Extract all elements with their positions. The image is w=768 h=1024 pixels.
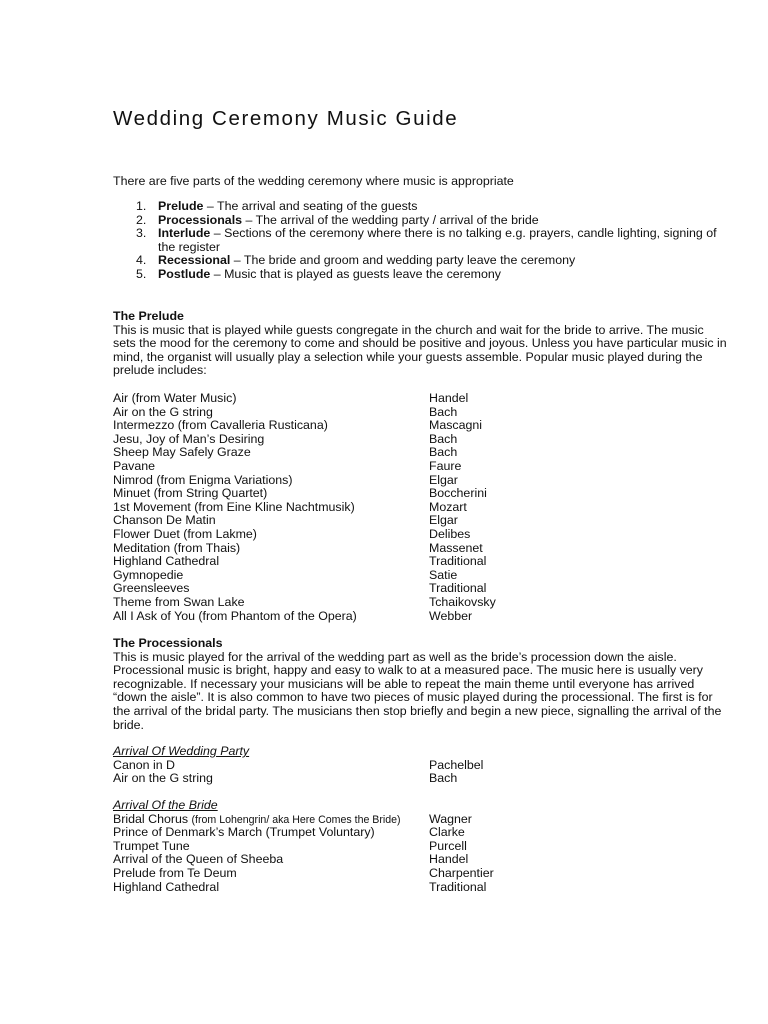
piece-composer: Handel: [429, 391, 469, 405]
piece-title: 1st Movement (from Eine Kline Nachtmusik): [113, 499, 355, 514]
prelude-heading: The Prelude: [113, 309, 184, 323]
table-row: [113, 772, 728, 786]
table-row: [113, 474, 728, 488]
table-row: [113, 555, 728, 569]
piece-composer: Traditional: [429, 554, 487, 569]
piece-composer: Webber: [429, 608, 473, 623]
piece-title: Bridal Chorus: [113, 811, 189, 826]
table-row: [113, 881, 728, 895]
piece-composer: Satie: [429, 567, 458, 582]
piece-title: Greensleeves: [113, 581, 190, 596]
table-row: [113, 446, 728, 460]
table-row: [113, 867, 728, 881]
piece-composer: Bach: [429, 431, 458, 446]
piece-title: All I Ask of You (from Phantom of the Opera): [113, 608, 357, 623]
prelude-body: This is music that is played while guests congregate in the church and wait for the bride to arrive. The music sets the mood for the ceremony to come and should be positive and joyous. Unless you have particular music in mind, the organist will usually play a selection while your guests assemble. Popular music played during the prelude includes:: [113, 322, 727, 378]
table-row: [113, 826, 728, 840]
piece-note: (from Lohengrin/ aka Here Comes the Bride): [191, 813, 401, 826]
piece-title: Minuet (from String Quartet): [113, 486, 268, 501]
prelude-section: [113, 310, 728, 378]
list-term: Postlude: [158, 266, 211, 281]
list-number: 1.: [136, 199, 147, 213]
piece-title: Air on the G string: [113, 771, 213, 786]
piece-composer: Delibes: [429, 526, 471, 541]
processionals-heading: The Processionals: [113, 636, 223, 650]
piece-title: Sheep May Safely Graze: [113, 445, 251, 460]
table-row: [113, 392, 728, 406]
bride-arrival-table: [113, 799, 728, 894]
list-desc: – Sections of the ceremony where there is no talking e.g. prayers, candle lighting, signing of the register: [158, 226, 717, 254]
list-number: 3.: [136, 226, 147, 241]
piece-composer: Mozart: [429, 499, 467, 514]
table-row: [113, 501, 728, 515]
piece-composer: Wagner: [429, 811, 472, 826]
list-item: [113, 214, 723, 228]
processionals-body: This is music played for the arrival of the wedding part as well as the bride’s procession down the aisle. Processional music is bright, happy and easy to walk to at a measured pace. The music here is usually very recognizable. If necessary your musicians will be able to repeat the main theme until everyone has arrived “down the aisle”. It is also common to have two pieces of music played during the processional. The first is for the arrival of the bridal party. The musicians then stop briefly and begin a new piece, signalling the arrival of the bride.: [113, 649, 722, 732]
wedding-party-subheading: Arrival Of Wedding Party: [113, 744, 250, 758]
list-desc: – The arrival and seating of the guests: [203, 199, 418, 213]
piece-composer: Mascagni: [429, 418, 483, 433]
piece-composer: Boccherini: [429, 486, 487, 501]
piece-title: Chanson De Matin: [113, 513, 216, 528]
piece-composer: Clarke: [429, 825, 465, 840]
table-row: [113, 433, 728, 447]
piece-composer: Handel: [429, 852, 469, 867]
processionals-section: [113, 637, 728, 732]
list-number: 4.: [136, 253, 147, 268]
piece-composer: Elgar: [429, 472, 458, 487]
table-row: [113, 514, 728, 528]
piece-title: Highland Cathedral: [113, 554, 220, 569]
piece-title: Air (from Water Music): [113, 391, 237, 405]
table-row: [113, 610, 728, 624]
piece-composer: Traditional: [429, 581, 487, 596]
piece-title: Pavane: [113, 458, 156, 473]
table-row: [113, 582, 728, 596]
piece-composer: Massenet: [429, 540, 483, 555]
piece-title: Intermezzo (from Cavalleria Rusticana): [113, 418, 328, 433]
table-row: [113, 596, 728, 610]
list-item: [113, 200, 723, 214]
table-row: [113, 853, 728, 867]
table-row: [113, 840, 728, 854]
table-row: [113, 419, 728, 433]
table-row: [113, 542, 728, 556]
piece-composer: Faure: [429, 458, 462, 473]
piece-title: Flower Duet (from Lakme): [113, 526, 257, 541]
piece-title: Highland Cathedral: [113, 879, 220, 894]
table-row: [113, 528, 728, 542]
piece-composer: Charpentier: [429, 865, 494, 880]
piece-composer: Bach: [429, 771, 458, 786]
list-desc: – The arrival of the wedding party / arrival of the bride: [242, 212, 539, 227]
piece-composer: Elgar: [429, 513, 458, 528]
piece-title: Gymnopedie: [113, 567, 184, 582]
list-number: 5.: [136, 266, 147, 281]
piece-title: Arrival of the Queen of Sheeba: [113, 852, 284, 867]
piece-title: Nimrod (from Enigma Variations): [113, 472, 293, 487]
list-item: [113, 254, 723, 268]
piece-title: Theme from Swan Lake: [113, 594, 245, 609]
piece-composer: Pachelbel: [429, 757, 484, 772]
list-term: Recessional: [158, 253, 231, 268]
piece-title: Prince of Denmark’s March (Trumpet Voluntary): [113, 825, 375, 840]
table-row: [113, 813, 728, 827]
piece-title-cell: [113, 813, 429, 827]
bride-arrival-subheading: Arrival Of the Bride: [113, 798, 218, 812]
piece-composer: Traditional: [429, 879, 487, 894]
ceremony-parts-list: [113, 200, 723, 282]
piece-title: Meditation (from Thais): [113, 540, 241, 555]
list-number: 2.: [136, 212, 147, 227]
table-row: [113, 759, 728, 773]
table-row: [113, 487, 728, 501]
table-row: [113, 406, 728, 420]
list-item: [113, 227, 723, 254]
wedding-party-table: [113, 745, 728, 786]
list-term: Prelude: [158, 199, 204, 213]
piece-composer: Bach: [429, 445, 458, 460]
piece-composer: Bach: [429, 404, 458, 419]
piece-title: Jesu, Joy of Man’s Desiring: [113, 431, 265, 446]
piece-title: Canon in D: [113, 757, 175, 772]
piece-composer: Purcell: [429, 838, 467, 853]
piece-title: Air on the G string: [113, 404, 213, 419]
list-desc: – Music that is played as guests leave the ceremony: [210, 266, 501, 281]
list-term: Processionals: [158, 212, 243, 227]
prelude-music-table: [113, 392, 728, 623]
page-title: Wedding Ceremony Music Guide: [113, 107, 459, 130]
list-term: Interlude: [158, 226, 211, 241]
table-row: [113, 460, 728, 474]
list-item: [113, 268, 723, 282]
list-desc: – The bride and groom and wedding party leave the ceremony: [230, 253, 576, 268]
piece-title: Trumpet Tune: [113, 838, 190, 853]
piece-composer: Tchaikovsky: [429, 594, 496, 609]
intro-text: There are five parts of the wedding ceremony where music is appropriate: [113, 174, 514, 188]
piece-title: Prelude from Te Deum: [113, 865, 237, 880]
table-row: [113, 569, 728, 583]
